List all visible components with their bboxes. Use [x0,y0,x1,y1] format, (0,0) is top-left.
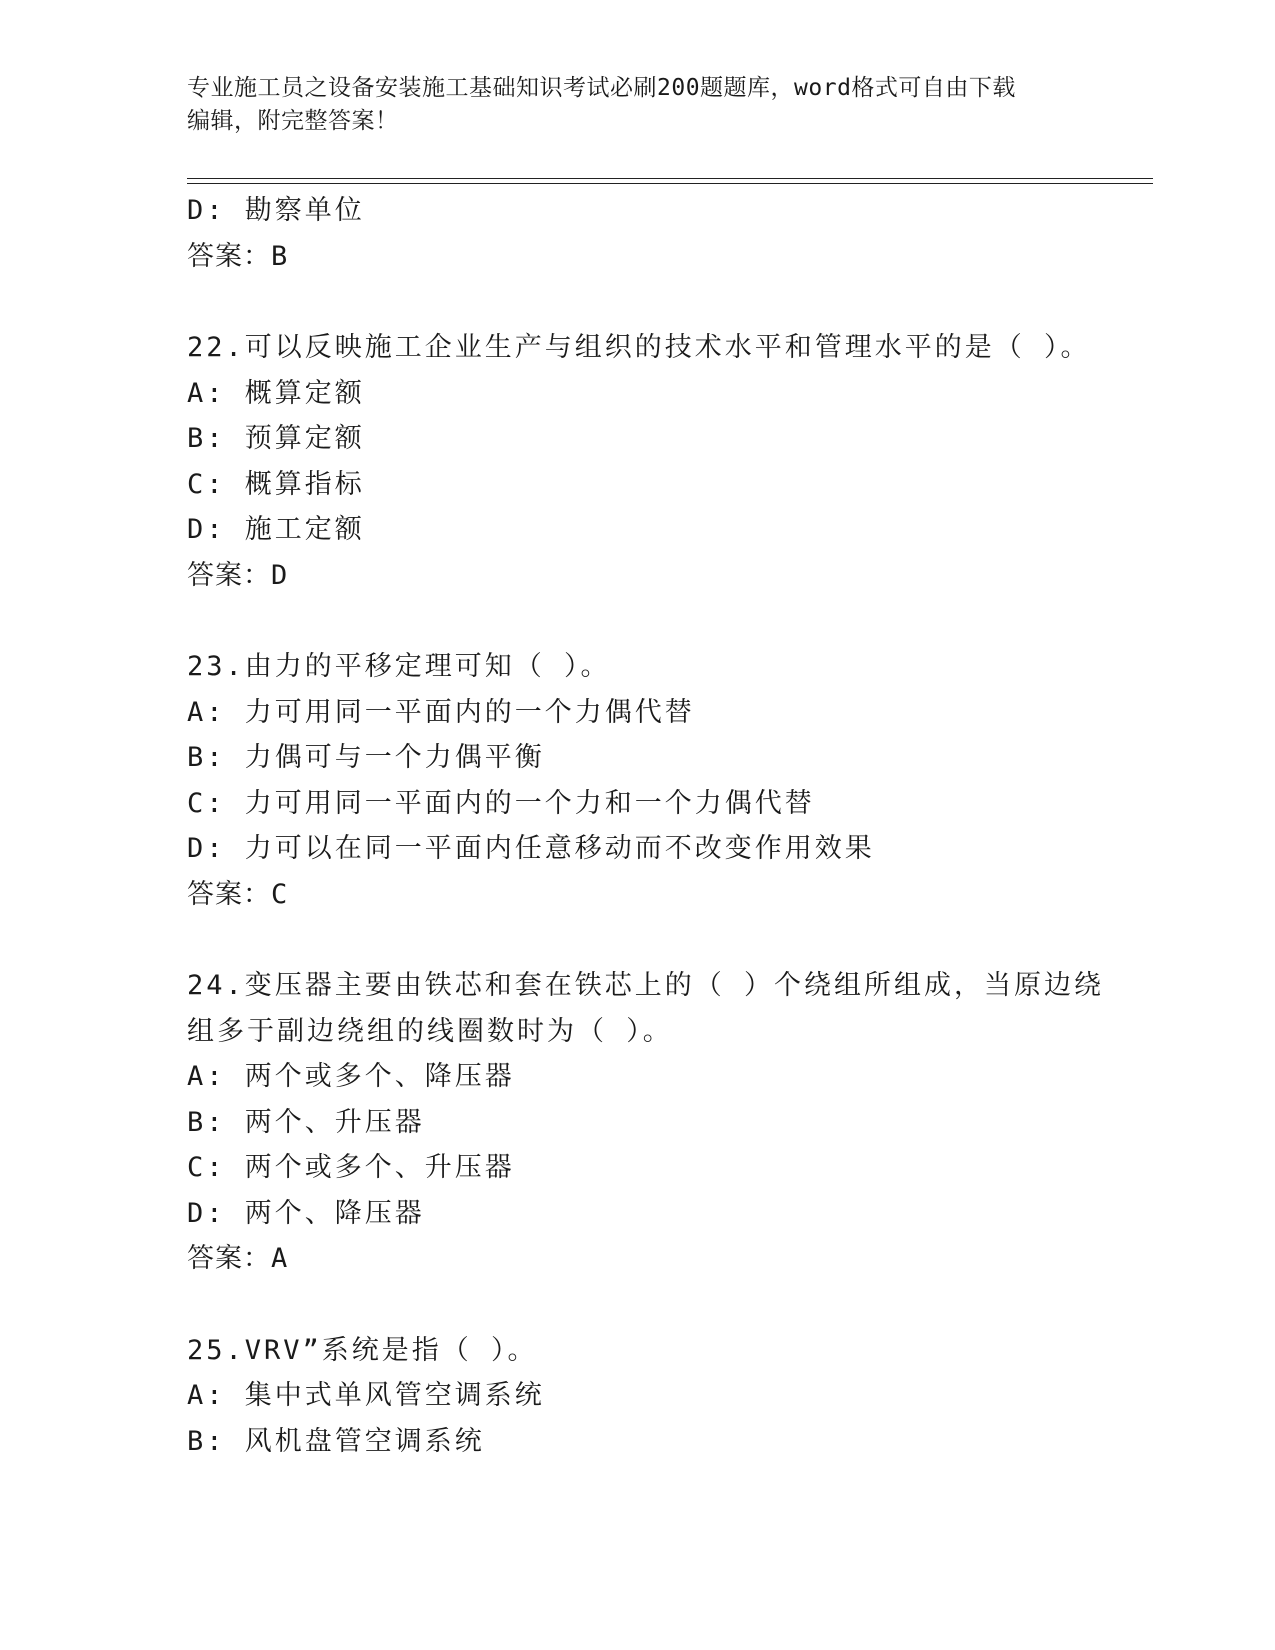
question-23 [187,644,1147,917]
option-b: B: 力偶可与一个力偶平衡 [187,742,545,773]
question-24 [187,963,1147,1282]
option-a: A: 两个或多个、降压器 [187,1061,515,1092]
option-c: C: 概算指标 [187,468,365,500]
option-d: D: 施工定额 [187,514,365,545]
answer-line [187,1236,1147,1282]
question-21-fragment [187,188,1147,279]
answer-value: D [271,559,289,591]
answer-line [187,553,1147,599]
answer-label: 答案： [187,240,271,272]
option-c: C: 两个或多个、升压器 [187,1152,515,1183]
question-25 [187,1328,1147,1465]
answer-line [187,872,1147,918]
option-a: A: 概算定额 [187,377,365,409]
option-b: B: 风机盘管空调系统 [187,1425,485,1457]
option-c: C: 力可用同一平面内的一个力和一个力偶代替 [187,787,815,819]
question-text: 25.VRV”系统是指（ ）。 [187,1334,538,1366]
question-text: 22.可以反映施工企业生产与组织的技术水平和管理水平的是（ ）。 [187,332,1091,363]
option-b: B: 两个、升压器 [187,1106,425,1138]
header-divider-top [187,178,1153,179]
option-d: D: 勘察单位 [187,195,365,226]
answer-value: C [271,878,289,910]
answer-value: B [271,240,289,272]
answer-value: A [271,1243,289,1274]
question-content [187,188,1147,1464]
option-a: A: 力可用同一平面内的一个力偶代替 [187,696,695,728]
option-d: D: 力可以在同一平面内任意移动而不改变作用效果 [187,833,875,864]
header-divider-bottom [187,183,1153,184]
document-header [187,72,1087,138]
option-d: D: 两个、降压器 [187,1197,425,1229]
answer-line [187,234,1147,280]
header-line-2: 编辑，附完整答案！ [187,108,399,134]
answer-label: 答案： [187,878,271,910]
answer-label: 答案： [187,1243,271,1274]
option-a: A: 集中式单风管空调系统 [187,1380,545,1411]
header-line-1: 专业施工员之设备安装施工基础知识考试必刷200题题库，word格式可自由下载 [187,75,1016,101]
question-text-line-2: 组多于副边绕组的线圈数时为（ ）。 [187,1015,673,1047]
answer-label: 答案： [187,559,271,591]
option-b: B: 预算定额 [187,423,365,454]
question-22 [187,325,1147,598]
question-text-line-1: 24.变压器主要由铁芯和套在铁芯上的（ ）个绕组所组成，当原边绕 [187,970,1105,1001]
question-text: 23.由力的平移定理可知（ ）。 [187,651,611,682]
